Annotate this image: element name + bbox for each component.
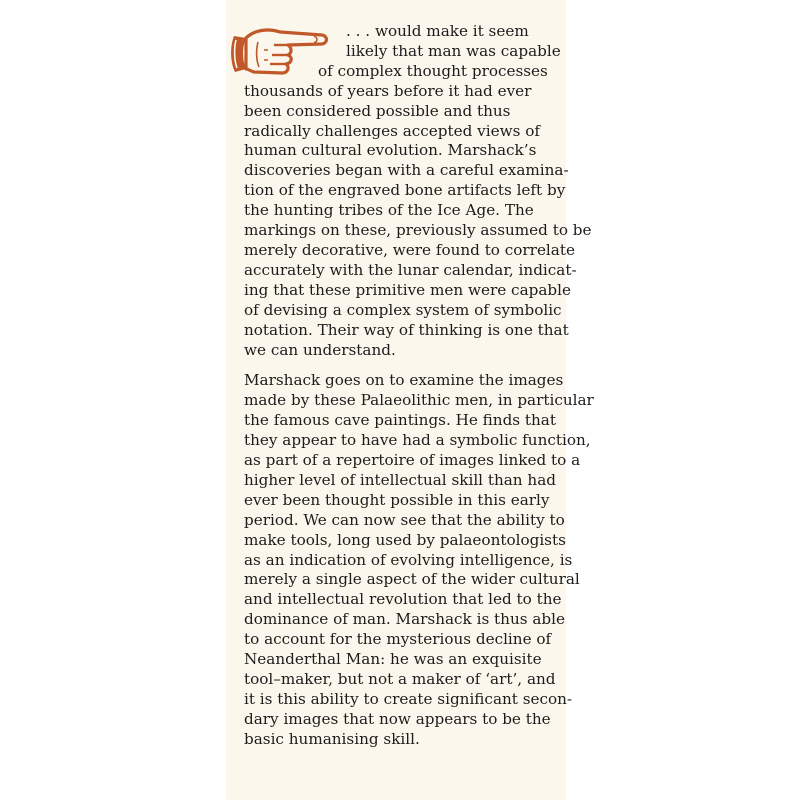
- text-line: discoveries began with a careful examina-: [244, 161, 569, 180]
- text-line: Marshack goes on to examine the images: [244, 371, 564, 390]
- text-line: make tools, long used by palaeontologists: [244, 530, 566, 549]
- text-line: it is this ability to create significant secon-: [244, 689, 573, 708]
- text-line: as part of a repertoire of images linked to a: [244, 451, 581, 470]
- text-line: notation. Their way of thinking is one that: [244, 320, 569, 339]
- text-line: dary images that now appears to be the: [244, 709, 551, 728]
- text-line: been considered possible and thus: [244, 101, 511, 120]
- text-line: of complex thought processes: [318, 61, 548, 80]
- text-line: they appear to have had a symbolic function,: [244, 431, 591, 450]
- text-line: . . . would make it seem: [346, 22, 529, 40]
- text-line: as an indication of evolving intelligence, is: [244, 550, 573, 569]
- text-line: and intellectual revolution that led to the: [244, 590, 562, 609]
- text-line: tool–maker, but not a maker of ‘art’, and: [244, 670, 556, 688]
- text-line: we can understand.: [244, 340, 396, 359]
- text-line: accurately with the lunar calendar, indicat-: [244, 260, 577, 279]
- text-line: markings on these, previously assumed to be: [244, 221, 592, 240]
- text-line: ever been thought possible in this early: [244, 490, 550, 509]
- text-line: basic humanising skill.: [244, 729, 420, 748]
- text-line: higher level of intellectual skill than had: [244, 470, 556, 489]
- text-line: ing that these primitive men were capable: [244, 280, 571, 299]
- text-line: tion of the engraved bone artifacts left by: [244, 181, 566, 200]
- text-line: period. We can now see that the ability to: [244, 510, 565, 529]
- text-line: human cultural evolution. Marshack’s: [244, 141, 537, 160]
- text-line: merely decorative, were found to correlate: [244, 240, 575, 259]
- paragraph: [244, 371, 594, 749]
- text-line: to account for the mysterious decline of: [244, 630, 552, 649]
- text-line: Neanderthal Man: he was an exquisite: [244, 650, 542, 669]
- text-line: made by these Palaeolithic men, in particular: [244, 391, 594, 410]
- paragraph-gap: [244, 360, 562, 371]
- text-line: the famous cave paintings. He finds that: [244, 411, 556, 430]
- text-line: radically challenges accepted views of: [244, 121, 540, 140]
- text-line: dominance of man. Marshack is thus able: [244, 610, 565, 629]
- article-text: [244, 22, 594, 750]
- text-line: merely a single aspect of the wider cultural: [244, 570, 580, 589]
- text-line: of devising a complex system of symbolic: [244, 300, 562, 319]
- text-line: thousands of years before it had ever: [244, 81, 532, 100]
- paragraph: [244, 22, 592, 360]
- text-line: the hunting tribes of the Ice Age. The: [244, 201, 534, 220]
- text-line: likely that man was capable: [346, 41, 561, 60]
